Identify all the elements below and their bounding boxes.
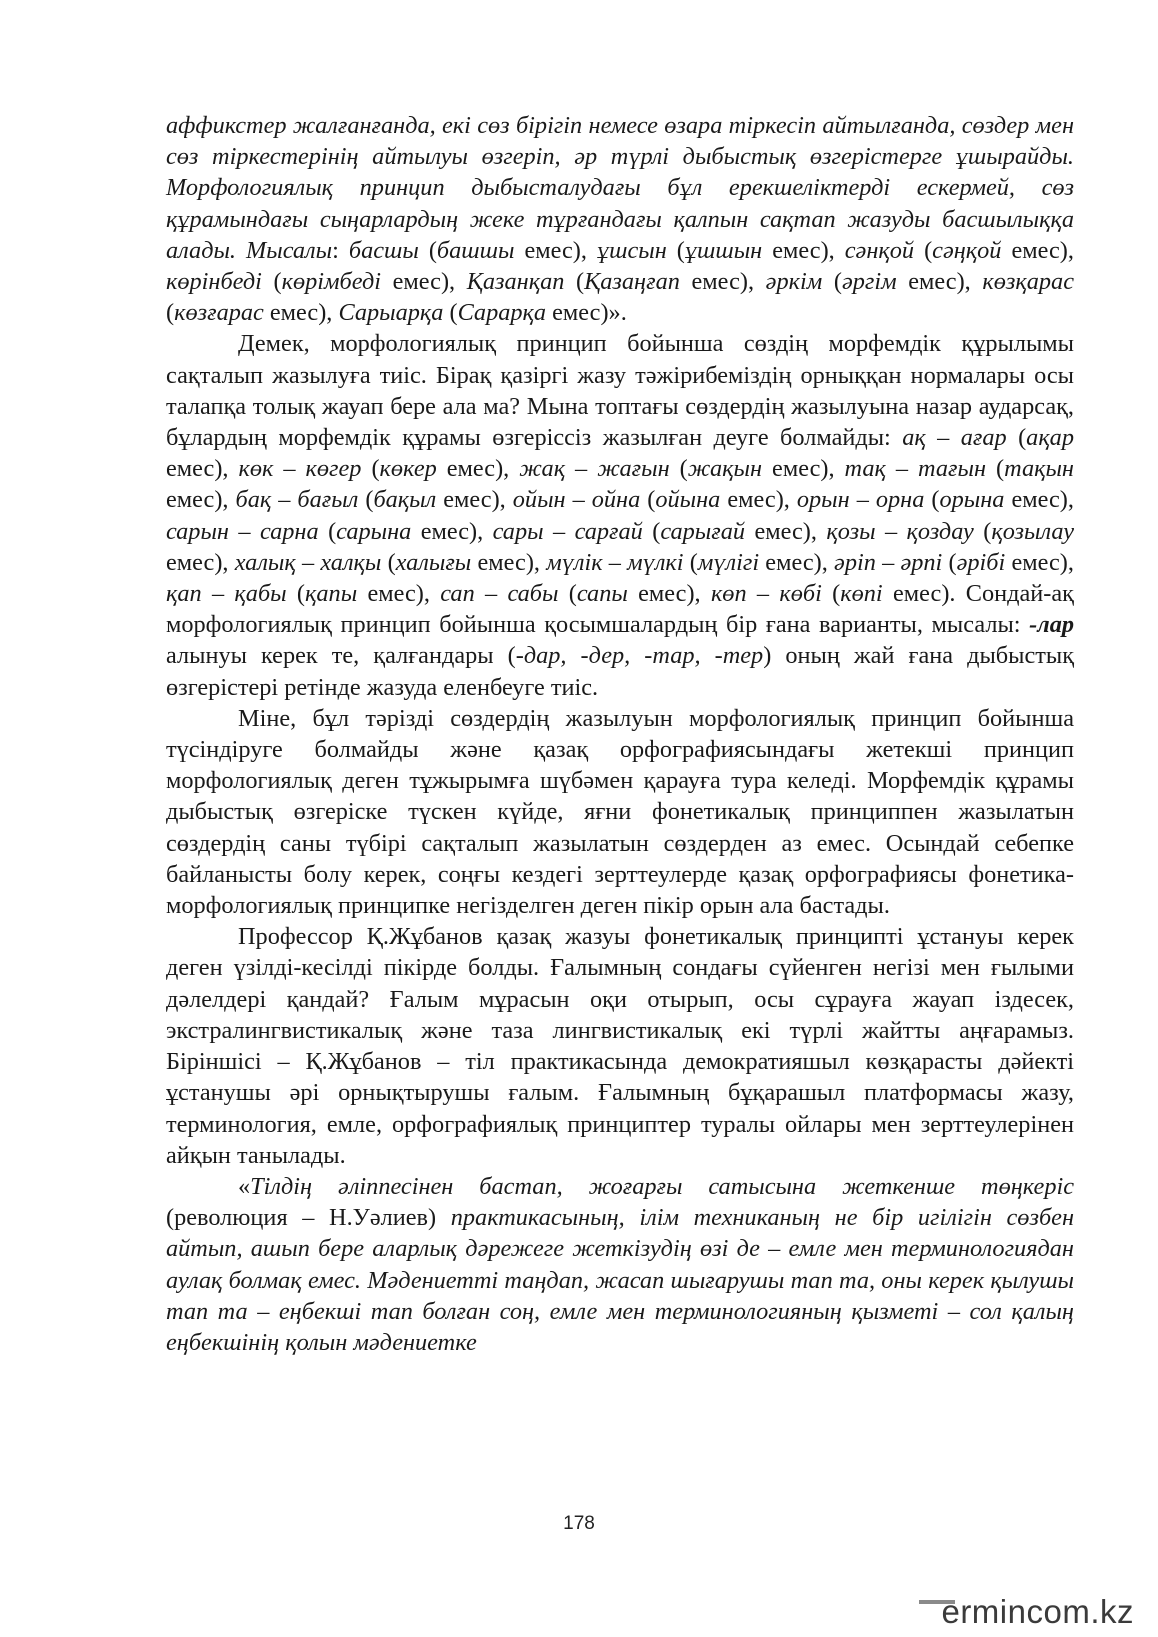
paragraph (166, 110, 1074, 328)
text-run: ( (1006, 424, 1027, 452)
text-run: емес), (411, 517, 493, 545)
watermark-text: ermincom.kz (941, 1593, 1134, 1630)
emphasis-run: көрімбеді (281, 268, 381, 296)
text-run: емес). Сондай-ақ морфологиялық принцип бойынша қосымшалардың бір ғана варианты, мысалы: (166, 580, 1074, 639)
emphasis-run: Қазаңғап (584, 268, 680, 296)
emphasis-run: башшы (436, 236, 515, 264)
text-run: ( (640, 486, 656, 514)
emphasis-run: ойын – ойна (512, 486, 641, 514)
paragraph (166, 921, 1074, 1171)
text-run: емес), (1005, 548, 1074, 576)
emphasis-run: орын – орна (796, 486, 925, 514)
text-run: емес), (1001, 236, 1074, 264)
text-run: емес), (471, 548, 547, 576)
emphasis-run: сарын – сарна (166, 517, 319, 545)
text-run: емес), (759, 548, 835, 576)
text-run: ( (286, 580, 306, 608)
text-run: ( (986, 455, 1005, 483)
text-run: ( (261, 268, 282, 296)
text-run: ( (666, 236, 685, 264)
text-run: емес), (166, 548, 235, 576)
emphasis-run: ұшсын (596, 236, 667, 264)
emphasis-run: көпі (840, 580, 883, 608)
text-run: ) оның жай ғана дыбыстық өзгерістері ретінде жазуда еленбеуге тиіс. (166, 642, 1074, 701)
text-run: емес), (436, 486, 513, 514)
emphasis-run: орына (939, 486, 1005, 514)
emphasis-run: Сарарқа (457, 299, 547, 327)
emphasis-run: көрінбеді (166, 268, 262, 296)
emphasis-run: халығы (395, 548, 472, 576)
emphasis-run: басшы (348, 236, 419, 264)
text-run: ( (973, 517, 992, 545)
emphasis-run: Сарыарқа (338, 299, 444, 327)
paragraph (166, 328, 1074, 702)
emphasis-run: сап – сабы (440, 580, 559, 608)
text-run: Профессор Қ.Жұбанов қазақ жазуы фонетикалық принципті ұстануы керек деген үзілді-кесілді пікірде болды. Ғалымның сондағы сүйенген негізі мен ғылыми дәлелдері қандай? Ғалым мұрасын оқи отырып, осы сұрауға жауап іздесек, экстралингвистикалық және таза лингвистикалық екі түрлі жайтты аңғарамыз. Біріншісі – Қ.Жұбанов – тіл практикасында демократияшыл көзқарасты дәйекті ұстанушы әрі орнықтырушы ғалым. Ғалымның бұқарашыл платформасы жазу, терминология, емле, орфографиялық принциптер туралы ойлары мен зерттеулерінен айқын танылады. (166, 923, 1074, 1169)
text-run: ( (381, 548, 396, 576)
emphasis-run: мүлік – мүлкі (546, 548, 684, 576)
text-run: ( (418, 236, 437, 264)
text-run: ( (358, 486, 374, 514)
emphasis-run: әркім (765, 268, 823, 296)
text-run: « (238, 1172, 251, 1200)
emphasis-run: қап – қабы (166, 580, 287, 608)
emphasis-run: сәңқой (932, 236, 1002, 264)
emphasis-run: қозылау (991, 517, 1074, 545)
text-run: алынуы керек те, қалғандары (- (166, 642, 524, 670)
emphasis-run: халық – халқы (234, 548, 382, 576)
text-run: ( (942, 548, 957, 576)
emphasis-run: ойына (655, 486, 721, 514)
text-run: емес), (896, 268, 983, 296)
page-number: 178 (563, 1513, 595, 1534)
emphasis-run: -лар (1029, 611, 1074, 639)
text-run: Демек, морфологиялық принцип бойынша сөздің морфемдік құрылымы сақталып жазылуға тиіс. Бірақ қазіргі жазу тәжірибеміздің орныққан нормалары осы талапқа толық жауап бере ала ма? Мына топтағы сөздердің жазылуына назар аударсақ, бұлардың морфемдік құрамы өзгеріссіз жазылған деуге болмайды: (166, 330, 1074, 452)
text-run: ( (683, 548, 698, 576)
emphasis-run: көзқарас (982, 268, 1074, 296)
text-run: емес), (762, 236, 845, 264)
emphasis-run: жақын (687, 455, 763, 483)
termincom-watermark-logo (919, 1593, 1134, 1631)
text-run: ( (821, 580, 841, 608)
text-run: ( (822, 268, 842, 296)
text-run: емес), (166, 455, 239, 483)
text-run: ( (166, 299, 175, 327)
paragraph (166, 1171, 1074, 1358)
text-run: Міне, бұл тәрізді сөздердің жазылуын морфологиялық принцип бойынша түсіндіруге болмайды және қазақ орфографиясындағы жетекші принцип морфологиялық деген тұжырымға шүбәмен қарауға тура келеді. Морфемдік құрамы дыбыстық өзгеріске түскен күйде, яғни фонетикалық принциппен жазылатын сөздердің саны түбірі сақталып жазылатын сөздерден аз емес. Осындай себепке байланысты болу керек, соңғы кездегі зерттеулерде қазақ орфографиясы фонетика-морфологиялық принципке негізделген деген пікір орын ала бастады. (166, 704, 1074, 920)
emphasis-run: сары – сарғай (492, 517, 643, 545)
text-run: ( (443, 299, 458, 327)
emphasis-run: көп – көбі (710, 580, 822, 608)
text-run: ( (558, 580, 577, 608)
emphasis-run: жақ – жағын (519, 455, 670, 483)
text-run: емес), (679, 268, 766, 296)
text-run: емес), (745, 517, 827, 545)
emphasis-run: сәнқой (844, 236, 915, 264)
text-run: емес), (627, 580, 711, 608)
text-run: ( (914, 236, 933, 264)
emphasis-run: көк – көгер (238, 455, 362, 483)
document-body (166, 110, 1074, 1358)
text-run: ( (924, 486, 940, 514)
text-run: : (332, 236, 349, 264)
emphasis-run: практикасының, ілім техниканың не бір игілігін сөзбен айтып, ашып бере аларлық дәрежеге жеткізудің өзі де – емле мен терминологиядан аулақ болмақ емес. Мәдениетті таңдап, жасап шығарушы тап та, оны керек қылушы тап та – еңбекші тап болған соң, емле мен терминологияның қызметі – сол қалың еңбекшінің қолын мәдениетке (166, 1204, 1074, 1356)
emphasis-run: аффикстер жалғанғанда, екі сөз бірігіп немесе өзара тіркесіп айтылғанда, сөздер мен сөз тіркестерінің айтылуы өзгеріп, әр түрлі дыбыстық өзгерістерге ұшырайды. Морфологиялық принцип дыбысталудағы бұл ерекшеліктерді ескермей, сөз құрамындағы сыңарлардың жеке тұрғандағы қалпын сақтап жазуды басшылыққа алады. Мысалы (166, 112, 1074, 264)
text-run: ( (564, 268, 585, 296)
emphasis-run: қозы – қоздау (826, 517, 974, 545)
emphasis-run: сарына (336, 517, 412, 545)
emphasis-run: әріп – әрпі (834, 548, 943, 576)
emphasis-run: көкер (379, 455, 437, 483)
emphasis-run: Тілдің әліппесінен бастап, жоғарғы сатысына жеткенше төңкеріс (250, 1172, 1074, 1200)
emphasis-run: көзғарас (174, 299, 264, 327)
text-run: емес)». (546, 299, 627, 327)
text-run: емес), (436, 455, 520, 483)
text-run: емес), (263, 299, 339, 327)
emphasis-run: әрібі (956, 548, 1006, 576)
text-run: емес), (357, 580, 441, 608)
text-run: емес), (166, 486, 236, 514)
text-run: ( (669, 455, 688, 483)
emphasis-run: әргім (841, 268, 897, 296)
paragraph (166, 703, 1074, 921)
emphasis-run: сарығай (660, 517, 746, 545)
text-run: емес), (1004, 486, 1074, 514)
emphasis-run: ақ – ағар (902, 424, 1007, 452)
text-run: ( (361, 455, 380, 483)
emphasis-run: бақыл (373, 486, 437, 514)
text-run: емес), (762, 455, 845, 483)
emphasis-run: Қазанқап (466, 268, 565, 296)
emphasis-run: сапы (576, 580, 628, 608)
emphasis-run: бақ – бағыл (235, 486, 359, 514)
emphasis-run: тақын (1004, 455, 1074, 483)
text-run: емес), (720, 486, 797, 514)
emphasis-run: мүлігі (697, 548, 760, 576)
text-run: ( (318, 517, 337, 545)
text-run: емес), (514, 236, 597, 264)
text-run: (революция – Н.Уәлиев) (166, 1204, 451, 1232)
text-run: ( (642, 517, 661, 545)
emphasis-run: тақ – тағын (844, 455, 987, 483)
emphasis-run: ұшшын (684, 236, 763, 264)
emphasis-run: дар, -дер, -тар, -тер (523, 642, 764, 670)
text-run: емес), (381, 268, 467, 296)
emphasis-run: қапы (305, 580, 358, 608)
emphasis-run: ақар (1026, 424, 1074, 452)
